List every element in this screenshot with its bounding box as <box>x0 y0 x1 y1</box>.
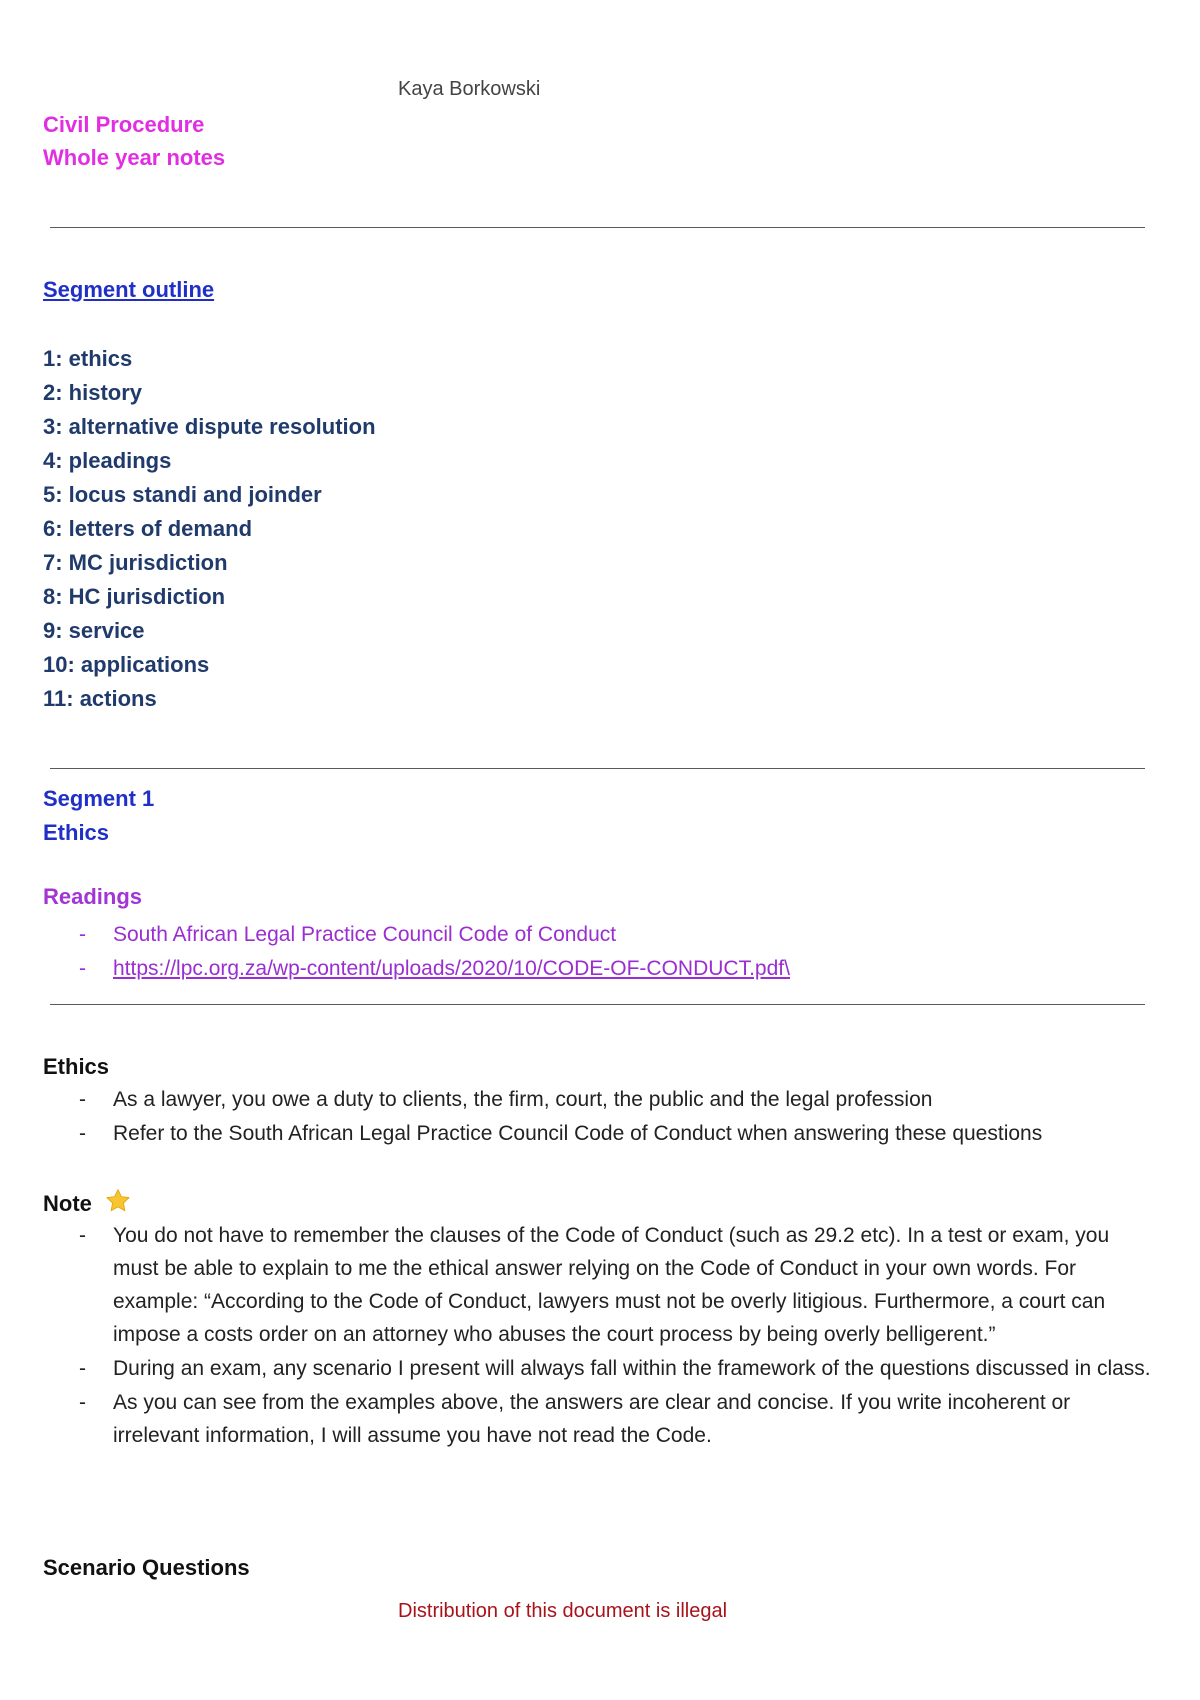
outline-item: 9: service <box>43 618 145 643</box>
bullet-text: Refer to the South African Legal Practice Council Code of Conduct when answering these questions <box>113 1122 1043 1145</box>
bullet-text: You do not have to remember the clauses of the Code of Conduct (such as 29.2 etc). In a test or exam, you must be able to explain to me the ethical answer relying on the Code of Conduct in your own words. For example: “According to the Code of Conduct, lawyers must not be overly litigious. Furthermore, a court can impose a costs order on an attorney who abuses the court process by being overly belligerent.” <box>113 1224 1110 1346</box>
outline-heading[interactable]: Segment outline <box>43 277 215 302</box>
bullet-text: As you can see from the examples above, the answers are clear and concise. If you write incoherent or irrelevant information, I will assume you have not read the Code. <box>113 1391 1071 1447</box>
outline-item: 11: actions <box>43 686 157 711</box>
outline-item: 7: MC jurisdiction <box>43 550 228 575</box>
bullet-dash: - <box>79 923 86 946</box>
star-icon <box>104 1187 132 1221</box>
bullet-text: During an exam, any scenario I present will always fall within the framework of the questions discussed in class. <box>113 1357 1151 1380</box>
note-heading: Note <box>43 1191 92 1216</box>
ethics-heading: Ethics <box>43 1054 110 1079</box>
divider <box>50 227 1145 228</box>
readings-heading: Readings <box>43 884 143 909</box>
bullet-dash: - <box>79 1122 86 1145</box>
list-item <box>43 1117 1153 1150</box>
bullet-text: As a lawyer, you owe a duty to clients, the firm, court, the public and the legal profession <box>113 1088 933 1111</box>
divider <box>50 1004 1145 1005</box>
segment-title: Ethics <box>43 820 110 845</box>
divider <box>50 768 1145 769</box>
list-item <box>43 1386 1153 1452</box>
segment-outline-list <box>43 342 376 716</box>
scenario-questions-heading: Scenario Questions <box>43 1555 250 1580</box>
bullet-dash: - <box>79 1224 86 1247</box>
list-item <box>43 1219 1153 1351</box>
outline-item: 2: history <box>43 380 143 405</box>
list-item <box>43 1352 1153 1385</box>
segment-heading <box>43 782 154 850</box>
readings-list <box>43 918 790 986</box>
outline-item: 5: locus standi and joinder <box>43 482 322 507</box>
outline-item: 1: ethics <box>43 346 133 371</box>
note-bullets <box>43 1219 1153 1453</box>
reading-item <box>43 918 790 952</box>
course-title: Civil Procedure <box>43 112 205 137</box>
course-title-block <box>43 108 225 174</box>
outline-item: 10: applications <box>43 652 210 677</box>
bullet-dash: - <box>79 1088 86 1111</box>
list-item <box>43 1083 1153 1116</box>
author-name: Kaya Borkowski <box>398 78 541 100</box>
reading-title: South African Legal Practice Council Code of Conduct <box>113 923 617 946</box>
course-subtitle: Whole year notes <box>43 145 226 170</box>
outline-item: 3: alternative dispute resolution <box>43 414 376 439</box>
note-heading-row <box>43 1187 132 1221</box>
reading-item <box>43 952 790 986</box>
segment-label: Segment 1 <box>43 786 155 811</box>
distribution-notice: Distribution of this document is illegal <box>398 1600 728 1622</box>
outline-item: 8: HC jurisdiction <box>43 584 226 609</box>
code-of-conduct-link[interactable]: https://lpc.org.za/wp-content/uploads/2020/10/CODE-OF-CONDUCT.pdf\ <box>113 957 790 980</box>
ethics-bullets <box>43 1083 1153 1151</box>
outline-item: 4: pleadings <box>43 448 172 473</box>
bullet-dash: - <box>79 1391 86 1414</box>
bullet-dash: - <box>79 957 86 980</box>
bullet-dash: - <box>79 1357 86 1380</box>
outline-item: 6: letters of demand <box>43 516 253 541</box>
